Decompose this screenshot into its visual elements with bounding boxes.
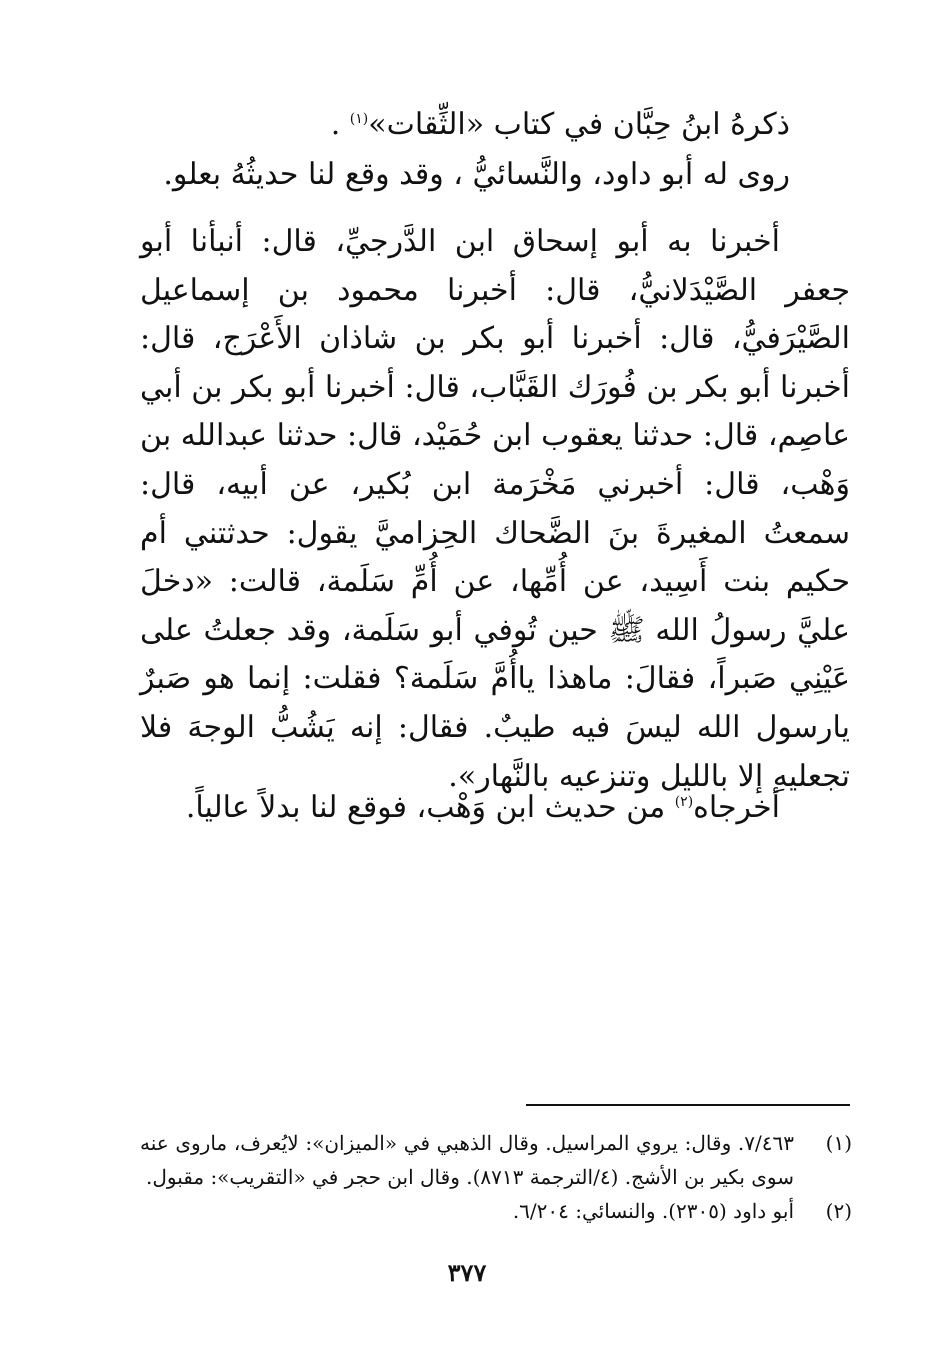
- closing-line: [140, 783, 850, 833]
- footnote-2-text: أبو داود (٢٣٠٥). والنسائي: ٦/٢٠٤.: [512, 1199, 794, 1223]
- closing-after-ref: من حديث ابن وَهْب، فوقع لنا بدلاً عالياً.: [185, 790, 675, 825]
- footnote-2-number: (٢): [825, 1199, 852, 1223]
- footnote-1-number: (١): [825, 1131, 852, 1155]
- intro-line-1: [140, 100, 850, 150]
- intro-line-1-end: .: [330, 107, 341, 142]
- hadith-text: أخبرنا به أبو إسحاق ابن الدَّرجيِّ، قال: أنبأنا أبو جعفر الصَّيْدَلانيُّ، قال: أخبرنا محمود بن إسماعيل الصَّيْرَفيُّ، قال: أخبرنا أبو بكر بن شاذان الأَعْرَج، قال: أخبرنا أبو بكر بن فُورَك القَبَّاب، قال: أخبرنا أبو بكر بن أبي عاصِم، قال: حدثنا يعقوب ابن حُمَيْد، قال: حدثنا عبدالله بن وَهْب، قال: أخبرني مَخْرَمة ابن بُكير، عن أبيه، قال: سمعتُ المغيرةَ بنَ الضَّحاك الحِزاميَّ يقول: حدثتني أم حكيم بنت أَسِيد، عن أُمِّها، عن أُمِّ سَلَمة، قالت: «دخلَ عليَّ رسولُ الله ﷺ حين تُوفي أبو سَلَمة، وقد جعلتُ على عَيْنِي صَبراً، فقالَ: ماهذا ياأُمَّ سَلَمة؟ فقلت: إنما هو صَبرٌ يارسول الله ليسَ فيه طيبٌ. فقال: إنه يَشُبُّ الوجهَ فلا تجعليهِ إلا بالليل وتنزعيه بالنَّهار».: [140, 224, 850, 794]
- closing-before-ref: أخرجاه: [693, 790, 780, 825]
- hadith-paragraph: [140, 218, 850, 801]
- footnote-ref-1: (١): [349, 111, 369, 127]
- footnotes-section: [140, 1126, 852, 1228]
- footnote-2: [140, 1194, 852, 1228]
- footnote-ref-2: (٢): [674, 794, 694, 810]
- page-number: ٣٧٧: [447, 1258, 487, 1287]
- intro-paragraph: [140, 100, 850, 200]
- footnote-1-text: ٧/٤٦٣. وقال: يروي المراسيل. وقال الذهبي في «الميزان»: لايُعرف، ماروى عنه سوى بكير بن الأشج. (٤/الترجمة ٨٧١٣). وقال ابن حجر في «التقريب»: مقبول.: [140, 1131, 794, 1189]
- intro-line-2: روى له أبو داود، والنَّسائيُّ ، وقد وقع لنا حديثُهُ بعلو.: [163, 157, 790, 192]
- closing-paragraph: [140, 783, 850, 833]
- intro-line-1-text: ذكرهُ ابنُ حِبَّان في كتاب «الثِّقات»: [368, 107, 790, 142]
- footnote-divider: [526, 1104, 850, 1106]
- footnote-1: [140, 1126, 852, 1194]
